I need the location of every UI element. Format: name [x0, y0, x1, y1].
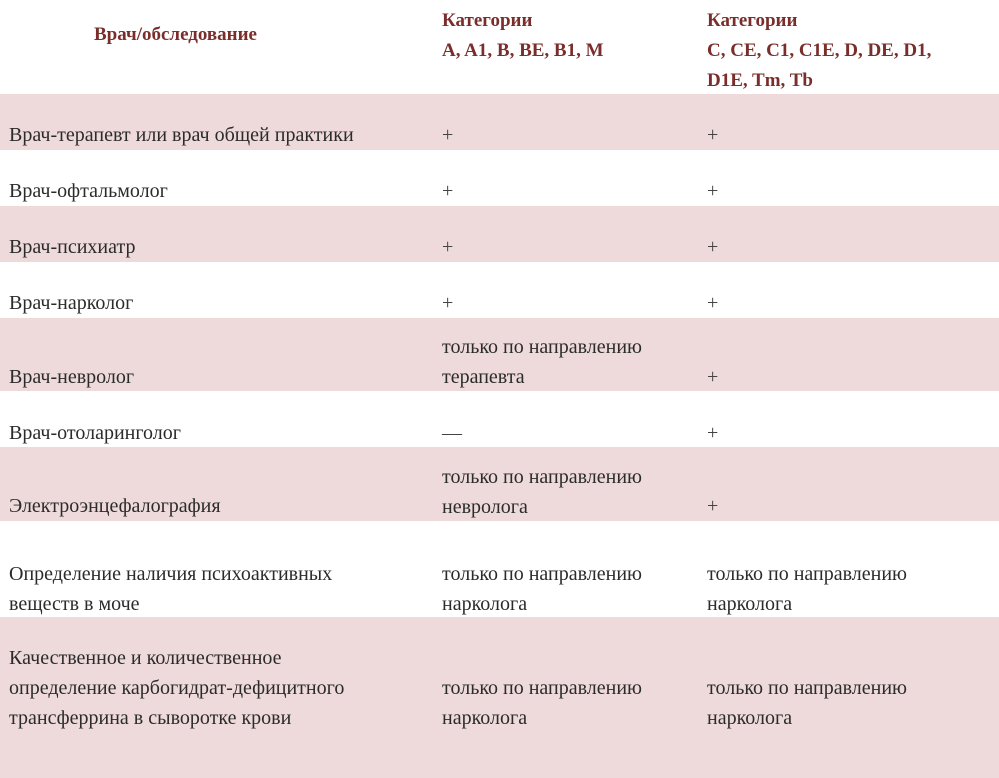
row-cat-a-line2: нарколога	[442, 707, 528, 729]
header-category-c-line2: C, CE, C1, C1E, D, DE, D1,	[707, 40, 932, 61]
row-cat-a-line1: только по направлению	[442, 466, 642, 488]
row-name: Врач-терапевт или врач общей практики	[9, 124, 354, 146]
table-row	[0, 521, 999, 617]
row-cat-a-line1: только по направлению	[442, 336, 642, 358]
row-cat-c-line2: нарколога	[707, 707, 793, 729]
row-name: Врач-офтальмолог	[9, 180, 168, 202]
row-cat-a-line1: только по направлению	[442, 563, 642, 585]
row-cat-c-line1: только по направлению	[707, 677, 907, 699]
table-row	[0, 206, 999, 262]
row-cat-a-line1: только по направлению	[442, 677, 642, 699]
row-cat-c-line2: нарколога	[707, 593, 793, 615]
table-row	[0, 391, 999, 447]
header-category-c-line1: Категории	[707, 10, 798, 31]
row-name-line1: Качественное и количественное	[9, 647, 282, 669]
row-name: Электроэнцефалография	[9, 495, 221, 517]
row-cat-a-line2: невролога	[442, 496, 528, 518]
table-row	[0, 617, 999, 778]
row-cat-c-value: +	[707, 292, 719, 314]
row-name-line1: Определение наличия психоактивных	[9, 563, 333, 585]
row-cat-a-value: —	[442, 422, 462, 444]
row-cat-c-value: +	[707, 366, 719, 388]
table-row	[0, 447, 999, 521]
row-name: Врач-отоларинголог	[9, 422, 181, 444]
row-cat-c-value: +	[707, 495, 719, 517]
row-cat-a-value: +	[442, 236, 454, 258]
table-header	[0, 0, 999, 94]
table-row	[0, 94, 999, 150]
header-doctor-exam: Врач/обследование	[94, 24, 257, 45]
row-name-line3: трансферрина в сыворотке крови	[9, 707, 292, 729]
header-category-c-line3: D1E, Tm, Tb	[707, 70, 813, 91]
table-row	[0, 150, 999, 206]
row-name: Врач-нарколог	[9, 292, 134, 314]
row-cat-c-value: +	[707, 422, 719, 444]
row-cat-c-line1: только по направлению	[707, 563, 907, 585]
row-cat-a-value: +	[442, 124, 454, 146]
row-name-line2: веществ в моче	[9, 593, 140, 615]
row-cat-c-value: +	[707, 124, 719, 146]
table-row	[0, 262, 999, 318]
row-cat-c-value: +	[707, 236, 719, 258]
row-name: Врач-невролог	[9, 366, 135, 388]
row-cat-c-value: +	[707, 180, 719, 202]
row-cat-a-value: +	[442, 180, 454, 202]
row-name-line2: определение карбогидрат-дефицитного	[9, 677, 345, 699]
header-category-a-line2: A, A1, B, BE, B1, M	[442, 40, 604, 61]
header-category-a-line1: Категории	[442, 10, 533, 31]
table-row	[0, 318, 999, 391]
row-cat-a-line2: терапевта	[442, 366, 525, 388]
row-name: Врач-психиатр	[9, 236, 136, 258]
row-cat-a-line2: нарколога	[442, 593, 528, 615]
row-cat-a-value: +	[442, 292, 454, 314]
